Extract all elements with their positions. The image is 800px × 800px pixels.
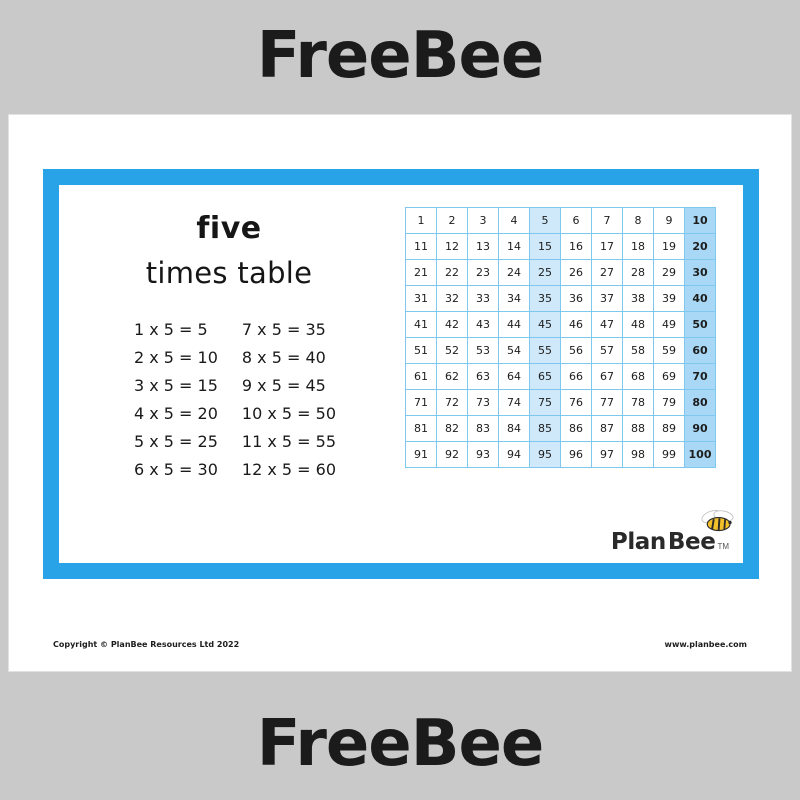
- hundred-square-cell: 52: [437, 338, 468, 364]
- hundred-square-cell: 90: [685, 416, 716, 442]
- hundred-square-cell: 11: [406, 234, 437, 260]
- hundred-square-cell: 45: [530, 312, 561, 338]
- hundred-square-cell: 33: [468, 286, 499, 312]
- hundred-square-cell: 25: [530, 260, 561, 286]
- hundred-square-cell: 56: [561, 338, 592, 364]
- hundred-square-cell: 47: [592, 312, 623, 338]
- hundred-square-cell: 68: [623, 364, 654, 390]
- hundred-square-cell: 81: [406, 416, 437, 442]
- hundred-square-cell: 98: [623, 442, 654, 468]
- hundred-square-cell: 58: [623, 338, 654, 364]
- hundred-square-cell: 72: [437, 390, 468, 416]
- hundred-square-cell: 78: [623, 390, 654, 416]
- hundred-square-cell: 80: [685, 390, 716, 416]
- hundred-square-cell: 38: [623, 286, 654, 312]
- hundred-square-cell: 70: [685, 364, 716, 390]
- sheet-footer: [9, 635, 791, 649]
- hundred-square-cell: 6: [561, 208, 592, 234]
- hundred-square-cell: 29: [654, 260, 685, 286]
- hundred-square-cell: 27: [592, 260, 623, 286]
- hundred-square-cell: 15: [530, 234, 561, 260]
- facts-column-left: [134, 320, 218, 479]
- blue-border-frame: [43, 169, 759, 579]
- hundred-square-row: [406, 390, 716, 416]
- hundred-square-cell: 19: [654, 234, 685, 260]
- hundred-square-cell: 30: [685, 260, 716, 286]
- hundred-square-cell: 24: [499, 260, 530, 286]
- fact-item: 3 x 5 = 15: [133, 376, 218, 395]
- hundred-square-cell: 43: [468, 312, 499, 338]
- hundred-square-cell: 88: [623, 416, 654, 442]
- hundred-square-cell: 93: [468, 442, 499, 468]
- page-title-word: five: [196, 211, 262, 246]
- hundred-square-cell: 66: [561, 364, 592, 390]
- hundred-square-row: [406, 260, 716, 286]
- hundred-square-cell: 18: [623, 234, 654, 260]
- logo-plan-text: Plan: [610, 529, 666, 555]
- hundred-square-cell: 54: [499, 338, 530, 364]
- fact-item: 1 x 5 = 5: [133, 320, 208, 339]
- hundred-square-cell: 91: [406, 442, 437, 468]
- hundred-square-cell: 84: [499, 416, 530, 442]
- hundred-square-cell: 1: [406, 208, 437, 234]
- hundred-square-cell: 55: [530, 338, 561, 364]
- copyright-text: Copyright © PlanBee Resources Ltd 2022: [53, 640, 240, 649]
- hundred-square-cell: 95: [530, 442, 561, 468]
- hundred-square-cell: 2: [437, 208, 468, 234]
- hundred-square-cell: 79: [654, 390, 685, 416]
- hundred-square-cell: 85: [530, 416, 561, 442]
- hundred-square-cell: 89: [654, 416, 685, 442]
- left-column: [59, 185, 399, 563]
- hundred-square-cell: 12: [437, 234, 468, 260]
- hundred-square-cell: 4: [499, 208, 530, 234]
- fact-item: 4 x 5 = 20: [133, 404, 218, 423]
- fact-item: 8 x 5 = 40: [241, 348, 326, 367]
- hundred-square-cell: 82: [437, 416, 468, 442]
- hundred-square-cell: 62: [437, 364, 468, 390]
- website-text: www.planbee.com: [664, 640, 747, 649]
- fact-item: 7 x 5 = 35: [241, 320, 326, 339]
- fact-item: 5 x 5 = 25: [133, 432, 218, 451]
- fact-item: 9 x 5 = 45: [241, 376, 326, 395]
- hundred-square-cell: 51: [406, 338, 437, 364]
- fact-item: 10 x 5 = 50: [241, 404, 337, 423]
- hundred-square-cell: 87: [592, 416, 623, 442]
- hundred-square-row: [406, 234, 716, 260]
- hundred-square-cell: 83: [468, 416, 499, 442]
- hundred-square-cell: 75: [530, 390, 561, 416]
- top-banner-label: FreeBee: [256, 19, 544, 93]
- hundred-square-cell: 44: [499, 312, 530, 338]
- logo-trademark: TM: [717, 542, 729, 551]
- logo-bee-text: Bee: [667, 529, 716, 555]
- hundred-square-cell: 34: [499, 286, 530, 312]
- hundred-square-cell: 71: [406, 390, 437, 416]
- hundred-square-row: [406, 312, 716, 338]
- bottom-banner-label: FreeBee: [256, 707, 544, 781]
- hundred-square-cell: 17: [592, 234, 623, 260]
- hundred-square-cell: 94: [499, 442, 530, 468]
- hundred-square-cell: 35: [530, 286, 561, 312]
- hundred-square-cell: 10: [685, 208, 716, 234]
- hundred-square-cell: 49: [654, 312, 685, 338]
- hundred-square-cell: 8: [623, 208, 654, 234]
- top-banner: [0, 0, 800, 112]
- hundred-square-cell: 73: [468, 390, 499, 416]
- hundred-square-cell: 16: [561, 234, 592, 260]
- hundred-square-cell: 9: [654, 208, 685, 234]
- fact-item: 6 x 5 = 30: [133, 460, 218, 479]
- hundred-square-cell: 41: [406, 312, 437, 338]
- hundred-square-cell: 57: [592, 338, 623, 364]
- hundred-square-cell: 61: [406, 364, 437, 390]
- hundred-square-cell: 92: [437, 442, 468, 468]
- hundred-square-row: [406, 338, 716, 364]
- hundred-square-cell: 28: [623, 260, 654, 286]
- hundred-square-row: [406, 208, 716, 234]
- planbee-logo: [611, 529, 729, 555]
- hundred-square-cell: 13: [468, 234, 499, 260]
- fact-item: 11 x 5 = 55: [241, 432, 337, 451]
- hundred-square-cell: 97: [592, 442, 623, 468]
- hundred-square-cell: 22: [437, 260, 468, 286]
- hundred-square-cell: 63: [468, 364, 499, 390]
- times-table-facts: [59, 320, 399, 479]
- bottom-banner: [0, 688, 800, 800]
- hundred-square-row: [406, 286, 716, 312]
- hundred-square-cell: 59: [654, 338, 685, 364]
- hundred-square-cell: 5: [530, 208, 561, 234]
- hundred-square-cell: 100: [685, 442, 716, 468]
- hundred-square-cell: 21: [406, 260, 437, 286]
- hundred-square-wrapper: [405, 207, 725, 468]
- hundred-square-cell: 32: [437, 286, 468, 312]
- hundred-square-table: [405, 207, 716, 468]
- hundred-square-cell: 53: [468, 338, 499, 364]
- hundred-square-cell: 14: [499, 234, 530, 260]
- hundred-square-cell: 99: [654, 442, 685, 468]
- hundred-square-row: [406, 442, 716, 468]
- page-title-sub: times table: [145, 256, 313, 290]
- hundred-square-cell: 65: [530, 364, 561, 390]
- fact-item: 2 x 5 = 10: [133, 348, 218, 367]
- poster-card: [59, 185, 743, 563]
- hundred-square-cell: 50: [685, 312, 716, 338]
- hundred-square-cell: 39: [654, 286, 685, 312]
- hundred-square-cell: 23: [468, 260, 499, 286]
- facts-column-right: [242, 320, 336, 479]
- hundred-square-cell: 76: [561, 390, 592, 416]
- hundred-square-cell: 74: [499, 390, 530, 416]
- hundred-square-cell: 37: [592, 286, 623, 312]
- worksheet-sheet: [8, 114, 792, 672]
- fact-item: 12 x 5 = 60: [241, 460, 337, 479]
- hundred-square-cell: 20: [685, 234, 716, 260]
- hundred-square-cell: 86: [561, 416, 592, 442]
- hundred-square-row: [406, 416, 716, 442]
- hundred-square-cell: 3: [468, 208, 499, 234]
- hundred-square-cell: 36: [561, 286, 592, 312]
- hundred-square-cell: 64: [499, 364, 530, 390]
- hundred-square-cell: 60: [685, 338, 716, 364]
- hundred-square-cell: 48: [623, 312, 654, 338]
- hundred-square-cell: 7: [592, 208, 623, 234]
- hundred-square-row: [406, 364, 716, 390]
- hundred-square-cell: 77: [592, 390, 623, 416]
- hundred-square-cell: 42: [437, 312, 468, 338]
- hundred-square-cell: 69: [654, 364, 685, 390]
- hundred-square-cell: 31: [406, 286, 437, 312]
- hundred-square-cell: 46: [561, 312, 592, 338]
- hundred-square-cell: 40: [685, 286, 716, 312]
- hundred-square-cell: 96: [561, 442, 592, 468]
- hundred-square-cell: 67: [592, 364, 623, 390]
- hundred-square-cell: 26: [561, 260, 592, 286]
